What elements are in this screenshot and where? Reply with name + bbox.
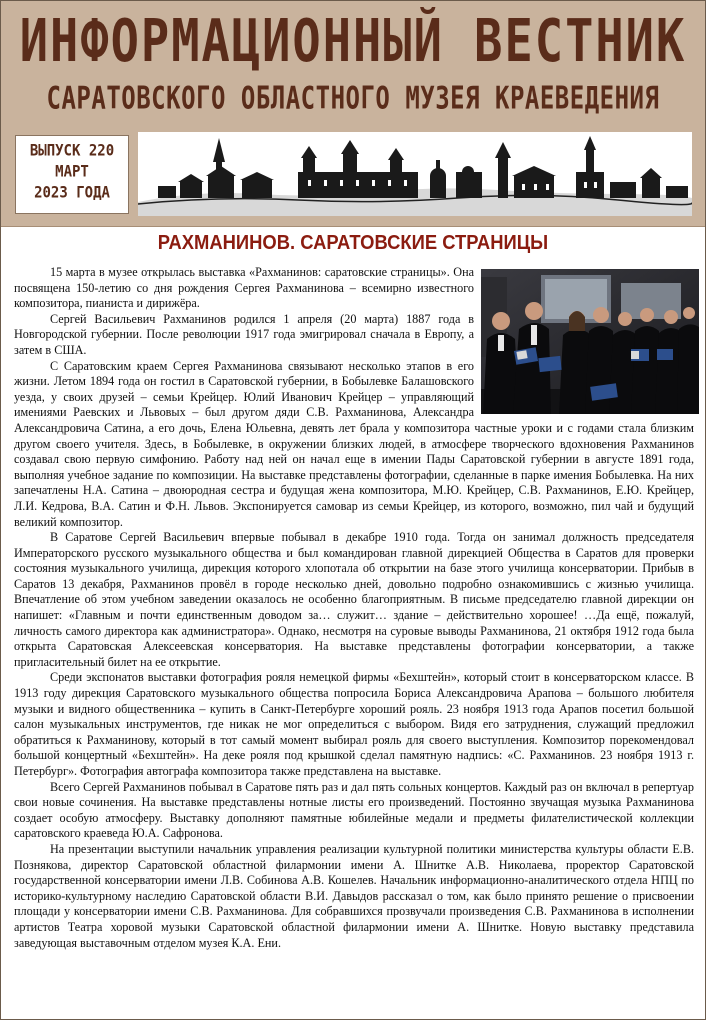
article-paragraph: В Саратове Сергей Васильевич впервые побывал в декабре 1910 года. Тогда он занимал должность председателя Императорского русского музыкального общества и был командирован главной дирекцией Общества в Саратов для проверки состояния музыкального училища, дирекция которого хлопотала об открытии на базе этого училища консерватории. Прибыв в Саратов 13 декабря, Рахманинов провёл в городе несколько дней, довольно подробно ознакомившись с жизнью училища. Впечатление об этом учебном заведении оказалось не особенно благоприятным. В письме председателю главной дирекции он напишет: «Главным и почти единственным доводом за… служит… здание – действительно хорошее! …Да ещё, пожалуй, личность самого директора как администратора». Однако, несмотря на суровые выводы Рахманинова, 21 октября 1912 года была открыта Саратовская Алексеевская консерватория. На выставке представлены фотографии консерватории, а также пригласительный билет на ее открытие. [14,530,694,669]
issue-year: 2023 ГОДА [34,183,110,203]
article-body [14,265,694,951]
article-paragraph: Сергей Васильевич Рахманинов родился 1 апреля (20 марта) 1887 года в Новгородской губернии. После революции 1917 года эмигрировал сначала в Европу, а затем в США. [14,311,474,357]
article-paragraph: На презентации выступили начальник управления реализации культурной политики министерства культуры области Е.В. Познякова, директор Саратовской областной филармонии имени А. Шнитке А.В. Николаева, проректор Саратовской государственной консерватории имени Л.В. Собинова А.В. Кошелев. Начальник информационно-аналитического отдела НПЦ по историко-культурному наследию Саратовской области В.И. Давыдов рассказал о том, как было принято решение о присвоении площади у консерватории имени С.В. Рахманинова. Для собравшихся прозвучали произведения С.В. Рахманинова в исполнении артистов Театра хоровой музыки Саратовской областной филармонии имени А. Шнитке. Новую выставку представила заведующая выставочным отделом музея К.А. Ени. [14,841,694,950]
article-paragraph: 15 марта в музее открылась выставка «Рахманинов: саратовские страницы». Она посвящена 150-летию со дня рождения Сергея Рахманинова – всемирно известного композитора, пианиста и дирижёра. [14,265,474,311]
masthead-subtitle: САРАТОВСКОГО ОБЛАСТНОГО МУЗЕЯ КРАЕВЕДЕНИЯ [46,80,660,117]
article-title: РАХМАНИНОВ. САРАТОВСКИЕ СТРАНИЦЫ [157,232,549,254]
skyline-engraving [138,132,692,216]
masthead [1,1,705,227]
issue-number: ВЫПУСК 220 [29,141,115,161]
issue-month: МАРТ [55,162,89,182]
article-paragraph: Всего Сергей Рахманинов побывал в Саратове пять раз и дал пять сольных концертов. Каждый раз он включал в репертуар свои новые сочинения. На выставке представлены нотные листы его произведений. Постоянно звучащая музыка Рахманинова создает особую атмосферу. Выставку дополняют памятные юбилейные медали и предметы филателистической коллекции саратовского краеведа Ю.А. Сафронова. [14,779,694,841]
article-paragraph: С Саратовским краем Сергея Рахманинова связывают несколько этапов в его жизни. Летом 1894 года он гостил в Саратовской губернии, в Бобылевке Балашовского уезда, у своих друзей – семьи Крейцер. Юлий Иванович Крейцер – управляющий имениями Раевских и Львовых – был другом дяди С.В. Рахманинова, Александра Александровича Сатина, а его дочь, Елена Юльевна, девять лет брала у композитора частные уроки и с годами стала близким другом своего учителя. Здесь, в Бобылевке, в окружении близких людей, в атмосфере творческого вдохновения Рахманинов создавал свою первую симфонию. Работу над ней он начал еще в имении Пады Саратовской губернии в августе 1891 года, выполняя учебное задание по композиции. На выставке представлены фотографии, сделанные в парке имения Бобылевка. На них запечатлены Н.А. Сатина – двоюродная сестра и будущая жена композитора, М.Ю. Крейцер, С.В. Рахманинов, Е.Ю. Крейцер, Л.И. Кедрова, В.А. Сатин и Ф.Н. Львов. Экспонируется самовар из семьи Крейцер, из которого, возможно, пил чай и будущий великий композитор. [14,358,694,529]
photo-spacer [480,265,694,415]
article-paragraph: Среди экспонатов выставки фотография рояля немецкой фирмы «Бехштейн», который стоит в консерваторском классе. В 1913 году дирекция Саратовского музыкального общества попросила Бориса Александровича Арапова – большого любителя музыки и видного общественника – купить в Санкт-Петербурге хороший рояль. 23 ноября 1913 года Арапов посетил большой салон музыкальных инструментов, где никак не мог определиться с выбором. Видя его затруднения, служащий предложил обратиться к Рахманинову, который в тот самый момент выбирал рояль для своего выступления. Композитор порекомендовал большой концертный «Бехштейн». На деке рояля под крышкой сделал памятную надпись: «С. Рахманинов. 23 ноября 1913 г. Петербург». Фотография автографа композитора также представлена на выставке. [14,670,694,778]
masthead-title: ИНФОРМАЦИОННЫЙ ВЕСТНИК [19,7,687,76]
issue-info-box [15,135,129,214]
town-skyline-icon [138,132,692,216]
